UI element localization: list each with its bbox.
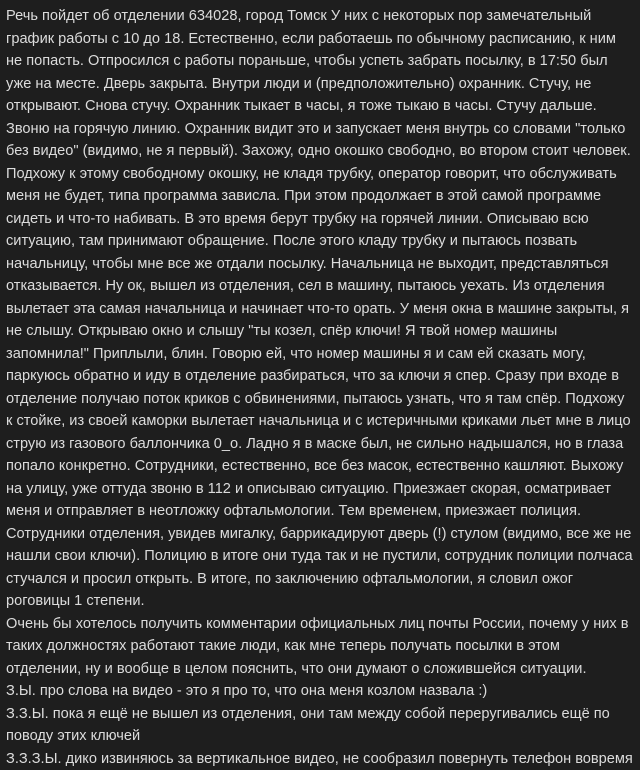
- post-text: [6, 5, 634, 770]
- post-paragraph-ps1: З.Ы. про слова на видео - это я про то, что она меня козлом назвала :): [6, 680, 634, 703]
- post-paragraph-ps2: З.З.Ы. пока я ещё не вышел из отделения, они там между собой переругивались ещё по поводу этих ключей: [6, 703, 634, 748]
- post-paragraph-request: Очень бы хотелось получить комментарии официальных лиц почты России, почему у них в таких должностях работают такие люди, как мне теперь получать посылки в этом отделении, ну и вообще в целом пояснить, что они думают о сложившейся ситуации.: [6, 613, 634, 681]
- post-paragraph-story: Речь пойдет об отделении 634028, город Томск У них с некоторых пор замечательный график работы с 10 до 18. Естественно, если работаешь по обычному расписанию, к ним не попасть. Отпросился с работы пораньше, чтобы успеть забрать посылку, в 17:50 был уже на месте. Дверь закрыта. Внутри люди и (предположительно) охранник. Стучу, не открывают. Снова стучу. Охранник тыкает в часы, я тоже тыкаю в часы. Стучу дальше. Звоню на горячую линию. Охранник видит это и запускает меня внутрь со словами "только без видео" (видимо, не я первый). Захожу, одно окошко свободно, во втором стоит человек. Подхожу к этому свободному окошку, не кладя трубку, оператор говорит, что обслуживать меня не будет, типа программа зависла. При этом продолжает в этой самой программе сидеть и что-то набивать. В это время берут трубку на горячей линии. Описываю всю ситуацию, там принимают обращение. После этого кладу трубку и пытаюсь позвать начальницу, чтобы мне все же отдали посылку. Начальница не выходит, представляться отказывается. Ну ок, вышел из отделения, сел в машину, пытаюсь уехать. Из отделения вылетает эта самая начальница и начинает что-то орать. У меня окна в машине закрыты, я не слышу. Открываю окно и слышу "ты козел, спёр ключи! Я твой номер машины запомнила!" Приплыли, блин. Говорю ей, что номер машины я и сам ей сказать могу, паркуюсь обратно и иду в отделение разбираться, что за ключи я спер. Сразу при входе в отделение получаю поток криков с обвинениями, пытаюсь узнать, что я там спёр. Подхожу к стойке, из своей каморки вылетает начальница и с истеричными криками льет мне в лицо струю из газового баллончика 0_о. Ладно я в маске был, не сильно надышался, но в глаза попало конкретно. Сотрудники, естественно, все без масок, естественно кашляют. Выхожу на улицу, уже оттуда звоню в 112 и описываю ситуацию. Приезжает скорая, осматривает меня и отправляет в неотложку офтальмологии. Тем временем, приезжает полиция. Сотрудники отделения, увидев мигалку, баррикадируют дверь (!) стулом (видимо, все же не нашли свои ключи). Полицию в итоге они туда так и не пустили, сотрудник полиции полчаса стучался и просил открыть. В итоге, по заключению офтальмологии, я словил ожог роговицы 1 степени.: [6, 5, 634, 613]
- post-paragraph-ps3: З.З.З.Ы. дико извиняюсь за вертикальное видео, не сообразил повернуть телефон вовремя: [6, 748, 634, 770]
